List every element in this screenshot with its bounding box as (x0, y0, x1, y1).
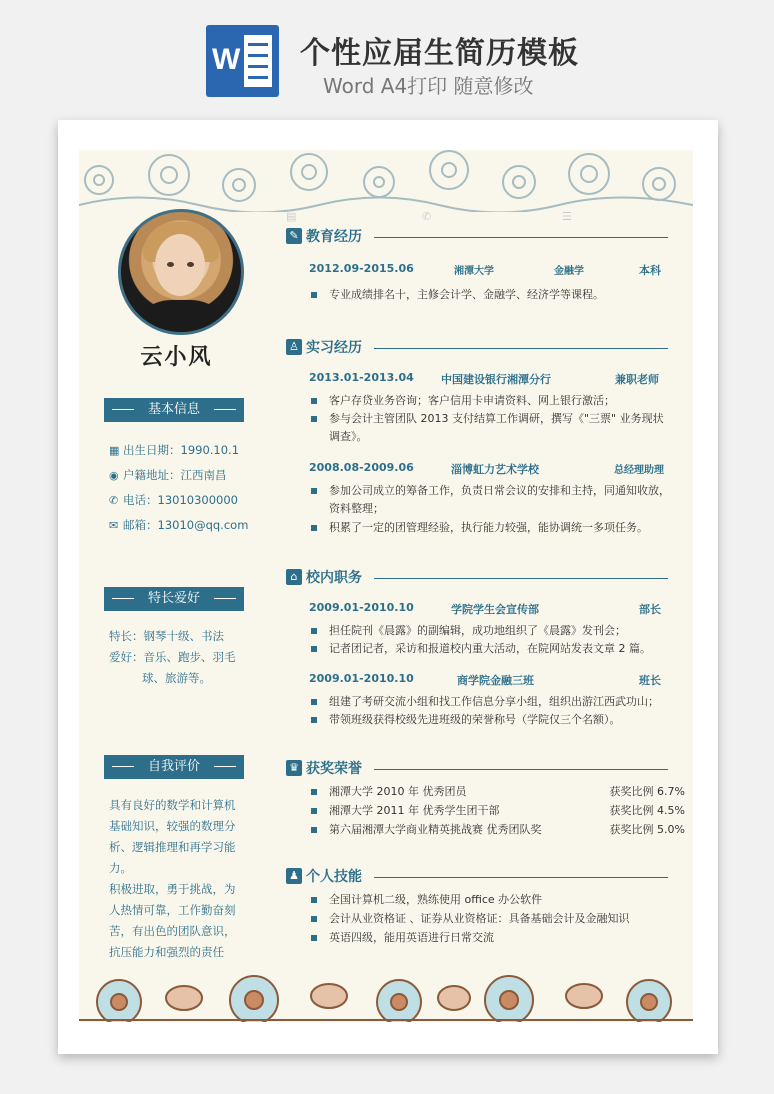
list-item: 会计从业资格证 、证券从业资格证：具备基础会计及金融知识 (309, 910, 685, 928)
skills-section-header: ♟ 个人技能 (286, 866, 668, 888)
page-title: 个性应届生简历模板 (300, 36, 579, 71)
home-icon: ⌂ (286, 569, 302, 585)
list-item: 参加公司成立的筹备工作，负责日常会议的安排和主持，同通知收放， 资料整理； (309, 482, 685, 518)
awards-section-header: ♛ 获奖荣誉 (286, 758, 668, 780)
phone-small-icon: ✆ (422, 210, 432, 223)
self-eval-text: 具有良好的数学和计算机 基础知识，较强的数理分 析、逻辑推理和再学习能 力。 积极进取，勇于挑战，为 人热情可靠，工作勤奋刻 苦，有出色的团队意识， 抗压能力和强烈的责任 (109, 798, 236, 959)
resume-page: 云小风 基本信息 ▦ 出生日期：1990.10.1 ◉ 户籍地址：江西南昌 ✆ 电话：13010300000 ✉ 邮箱：13010@qq.com 特长爱好 特长：钢琴十级、书法 爱好：音乐、跑步、羽毛 球、旅游等。 自我评价 具有良好的数学和计算机 基础知识，较强的数理分 析、逻辑推理和再学习能 力。 积极进取，勇于挑战，为 人热情可靠，工作勤奋刻 苦，有出色的团队意识， 抗压能力和强烈的责任 ▤ ✆ ☰ ✎ 教育经历 2012.09-2015.06 湘潭大学 金融学 本科 专业成绩排名十，主修会计学、金融学、经济学等课程。 ♙ 实习经历 2013.01-2013.04 中国建设银行湘潭分行 兼职老师 客户存贷业务咨询；客户信用卡申请资料、网上银行激活； 参与会计主管团队 2013 支付结算工作调研，撰写《"三票" 业务现状 调查》。 2008.08-2009.06 淄博虹力艺术学校 总经理助理 参加公司成立的筹备工作，负责日常会议的安排和主持，同通知收放， 资料整理； 积累了一定的团管理经验，执行能力较强，能协调统一多项任务。 ⌂ 校内职务 2009.01-2010.10 学院学生会宣传部 部长 担任院刊《晨露》的副编辑，成功地组织了《晨露》发刊会； 记者团记者，采访和报道校内重大活动，在院网站发表文章 2 篇。 2009.01-2010.10 商学院金融三班 班长 组建了考研交流小组和找工作信息分享小组，组织出游江西武功山； 带领班级获得校级先进班级的荣誉称号（学院仅三个名额）。 ♛ 获奖荣誉 湘潭大学 2010 年 优秀团员 获奖比例 6.7% 湘潭大学 2011 年 优秀学生团干部 获奖比例 4.5% 第六届湘潭大学商业精英挑战赛 优秀团队奖 获奖比例 5.0% ♟ 个人技能 全国计算机二级，熟练使用 office 办公软件 会计从业资格证 、证券从业资格证：具备基础会计及金融知识 英语四级，能用英语进行日常交流 (79, 150, 693, 1022)
campus-section-header: ⌂ 校内职务 (286, 567, 668, 589)
basic-info-heading: 基本信息 (104, 398, 244, 422)
user-card-icon: ♟ (286, 868, 302, 884)
list-item: 组建了考研交流小组和找工作信息分享小组，组织出游江西武功山； (309, 693, 685, 711)
list-item: 湘潭大学 2011 年 优秀学生团干部 获奖比例 4.5% (309, 802, 685, 820)
list-item: 客户存贷业务咨询；客户信用卡申请资料、网上银行激活； (309, 392, 685, 410)
floral-bottom-border-icon (79, 960, 693, 1022)
self-eval-heading: 自我评价 (104, 755, 244, 779)
printer-icon: ▤ (286, 210, 297, 223)
menu-icon: ☰ (562, 210, 572, 223)
education-section-header: ✎ 教育经历 (286, 226, 668, 248)
list-item: 担任院刊《晨露》的副编辑，成功地组织了《晨露》发刊会； (309, 622, 685, 640)
list-item: 湘潭大学 2010 年 优秀团员 获奖比例 6.7% (309, 783, 685, 801)
birth-date: ▦ 出生日期：1990.10.1 (109, 443, 240, 457)
resume-sheet (58, 120, 718, 1054)
list-item: 第六届湘潭大学商业精英挑战赛 优秀团队奖 获奖比例 5.0% (309, 821, 685, 839)
person-icon: ♙ (286, 339, 302, 355)
phone-icon: ✆ (109, 494, 119, 507)
trophy-icon: ♛ (286, 760, 302, 776)
location-icon: ◉ (109, 469, 119, 482)
list-item: 参与会计主管团队 2013 支付结算工作调研，撰写《"三票" 业务现状 调查》。 (309, 410, 685, 446)
word-logo-icon: W (206, 25, 279, 97)
hobby-heading: 特长爱好 (104, 587, 244, 611)
leaf-icon: ✎ (286, 228, 302, 244)
list-item: 全国计算机二级，熟练使用 office 办公软件 (309, 891, 685, 909)
education-detail: 专业成绩排名十，主修会计学、金融学、经济学等课程。 (309, 286, 685, 304)
candidate-name: 云小风 (140, 345, 213, 370)
internship-section-header: ♙ 实习经历 (286, 337, 668, 359)
floral-top-border-icon (79, 150, 693, 212)
email: ✉ 邮箱：13010@qq.com (109, 518, 249, 532)
calendar-icon: ▦ (109, 444, 120, 457)
list-item: 记者团记者，采访和报道校内重大活动，在院网站发表文章 2 篇。 (309, 640, 685, 658)
list-item: 英语四级，能用英语进行日常交流 (309, 929, 685, 947)
avatar (118, 209, 244, 335)
mail-icon: ✉ (109, 519, 119, 532)
list-item: 积累了一定的团管理经验，执行能力较强，能协调统一多项任务。 (309, 519, 685, 537)
list-item: 带领班级获得校级先进班级的荣誉称号（学院仅三个名额）。 (309, 711, 685, 729)
page-subtitle: Word A4打印 随意修改 (323, 74, 534, 98)
page-header (0, 0, 774, 110)
hobby-text: 特长：钢琴十级、书法 爱好：音乐、跑步、羽毛 球、旅游等。 (109, 629, 236, 685)
phone: ✆ 电话：13010300000 (109, 493, 238, 507)
hometown: ◉ 户籍地址：江西南昌 (109, 468, 227, 482)
